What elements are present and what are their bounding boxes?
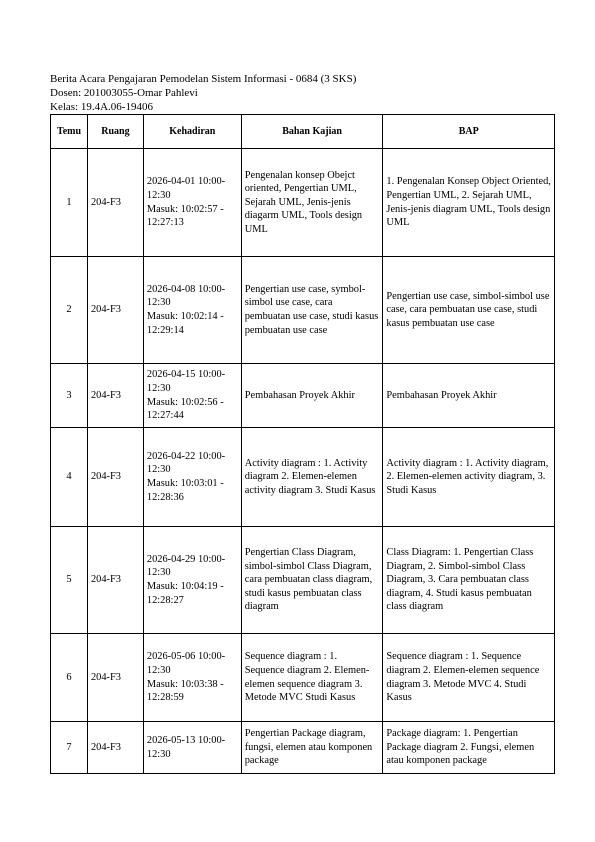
col-header-kehadiran: Kehadiran (143, 115, 241, 149)
cell-ruang: 204-F3 (87, 634, 143, 722)
cell-bap: Pengertian use case, simbol-simbol use case, cara pembuatan use case, studi kasus pembuatan use case (383, 257, 555, 364)
cell-bahan-kajian: Activity diagram : 1. Activity diagram 2. Elemen-elemen activity diagram 3. Studi Kasus (241, 428, 383, 527)
cell-bahan-kajian: Pengenalan konsep Obejct oriented, Pengertian UML, Sejarah UML, Jenis-jenis diagarm UML, Tools design UML (241, 149, 383, 257)
cell-temu: 1 (51, 149, 88, 257)
table-row (51, 428, 555, 527)
col-header-ruang: Ruang (87, 115, 143, 149)
cell-kehadiran: 2026-04-01 10:00-12:30 Masuk: 10:02:57 - 12:27:13 (143, 149, 241, 257)
cell-kehadiran: 2026-04-22 10:00-12:30 Masuk: 10:03:01 - 12:28:36 (143, 428, 241, 527)
cell-ruang: 204-F3 (87, 722, 143, 774)
cell-bap: Package diagram: 1. Pengertian Package diagram 2. Fungsi, elemen atau komponen package (383, 722, 555, 774)
cell-ruang: 204-F3 (87, 428, 143, 527)
table-row (51, 257, 555, 364)
document-header (50, 72, 356, 114)
cell-temu: 3 (51, 364, 88, 428)
class-line: Kelas: 19.4A.06-19406 (50, 101, 153, 113)
cell-temu: 5 (51, 527, 88, 634)
cell-ruang: 204-F3 (87, 364, 143, 428)
cell-temu: 6 (51, 634, 88, 722)
cell-ruang: 204-F3 (87, 527, 143, 634)
cell-bahan-kajian: Pengertian Class Diagram, simbol-simbol Class Diagram, cara pembuatan class diagram, studi kasus pembuatan class diagram (241, 527, 383, 634)
table-row (51, 364, 555, 428)
table-header-row (51, 115, 555, 149)
cell-ruang: 204-F3 (87, 257, 143, 364)
cell-bahan-kajian: Pengertian use case, symbol-simbol use case, cara pembuatan use case, studi kasus pembuatan use case (241, 257, 383, 364)
table-row (51, 149, 555, 257)
col-header-temu: Temu (51, 115, 88, 149)
cell-ruang: 204-F3 (87, 149, 143, 257)
cell-kehadiran: 2026-05-13 10:00-12:30 (143, 722, 241, 774)
cell-bap: Class Diagram: 1. Pengertian Class Diagram, 2. Simbol-simbol Class Diagram, 3. Cara pembuatan class diagram, 4. Studi kasus pembuatan class diagram (383, 527, 555, 634)
cell-kehadiran: 2026-04-08 10:00-12:30 Masuk: 10:02:14 - 12:29:14 (143, 257, 241, 364)
cell-bahan-kajian: Sequence diagram : 1. Sequence diagram 2. Elemen-elemen sequence diagram 3. Metode MVC Studi Kasus (241, 634, 383, 722)
cell-temu: 7 (51, 722, 88, 774)
table-row (51, 722, 555, 774)
cell-temu: 4 (51, 428, 88, 527)
cell-bap: 1. Pengenalan Konsep Object Oriented, Pengertian UML, 2. Sejarah UML, Jenis-jenis diagram UML, Tools design UML (383, 149, 555, 257)
cell-temu: 2 (51, 257, 88, 364)
col-header-bahan-kajian: Bahan Kajian (241, 115, 383, 149)
cell-kehadiran: 2026-04-15 10:00-12:30 Masuk: 10:02:56 - 12:27:44 (143, 364, 241, 428)
table-row (51, 527, 555, 634)
cell-bahan-kajian: Pengertian Package diagram, fungsi, elemen atau komponen package (241, 722, 383, 774)
table-row (51, 634, 555, 722)
cell-bap: Sequence diagram : 1. Sequence diagram 2. Elemen-elemen sequence diagram 3. Metode MVC 4. Studi Kasus (383, 634, 555, 722)
cell-bap: Pembahasan Proyek Akhir (383, 364, 555, 428)
document-title: Berita Acara Pengajaran Pemodelan Sistem Informasi - 0684 (3 SKS) (50, 73, 357, 85)
attendance-table (50, 114, 555, 774)
col-header-bap: BAP (383, 115, 555, 149)
cell-kehadiran: 2026-04-29 10:00-12:30 Masuk: 10:04:19 - 12:28:27 (143, 527, 241, 634)
lecturer-line: Dosen: 201003055-Omar Pahlevi (50, 87, 198, 99)
cell-bahan-kajian: Pembahasan Proyek Akhir (241, 364, 383, 428)
cell-bap: Activity diagram : 1. Activity diagram, 2. Elemen-elemen activity diagram, 3. Studi Kasus (383, 428, 555, 527)
cell-kehadiran: 2026-05-06 10:00-12:30 Masuk: 10:03:38 - 12:28:59 (143, 634, 241, 722)
